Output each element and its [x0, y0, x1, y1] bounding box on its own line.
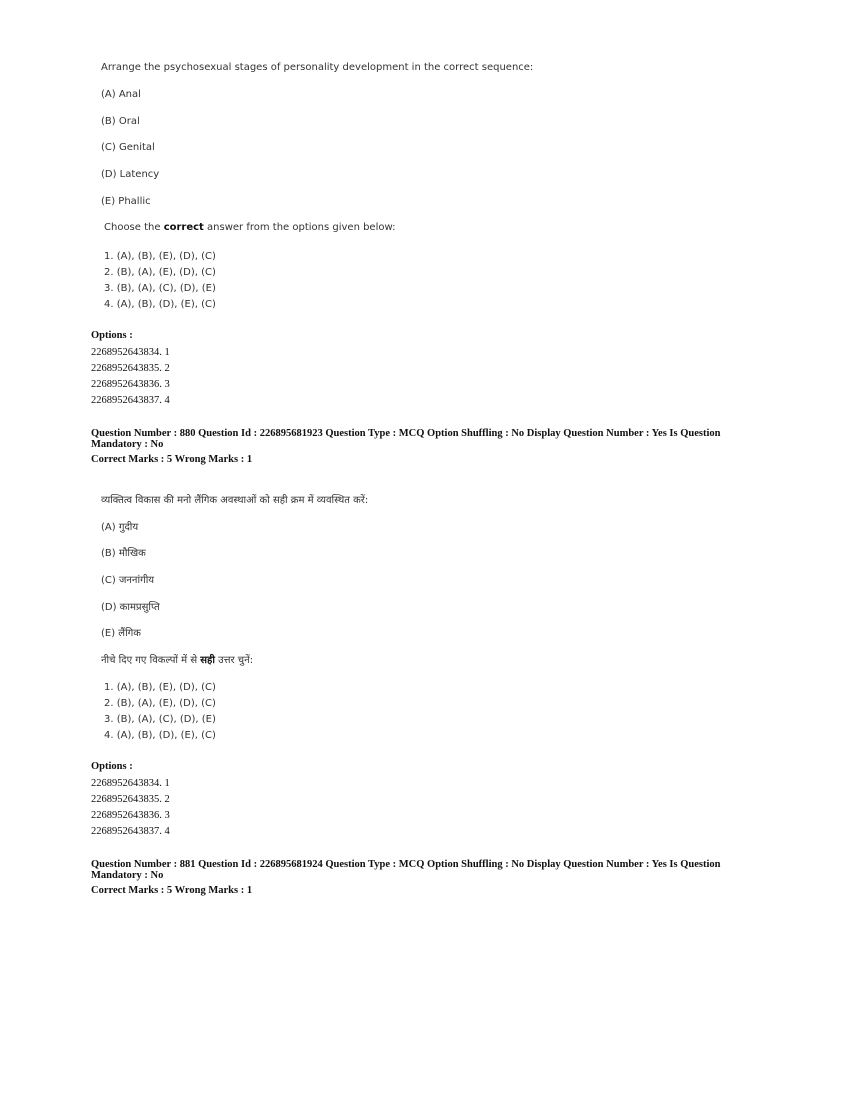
q879-option-1: 2268952643834. 1 [91, 347, 170, 358]
q880-choice-3: 3. (B), (A), (C), (D), (E) [104, 714, 216, 725]
q880-choice-2: 2. (B), (A), (E), (D), (C) [104, 698, 216, 709]
q880-header-line2: Mandatory : No [91, 439, 164, 450]
q879-item-b: (B) Oral [101, 116, 140, 127]
q881-header-marks: Correct Marks : 5 Wrong Marks : 1 [91, 885, 253, 896]
q879-instruction-post: answer from the options given below: [203, 222, 396, 233]
q879-instruction-bold: correct [163, 222, 204, 233]
q879-item-d: (D) Latency [101, 169, 160, 180]
q881-header [91, 859, 721, 896]
q880-instruction-pre: नीचे दिए गए विकल्पों में से [101, 655, 201, 666]
q879-choice-2: 2. (B), (A), (E), (D), (C) [104, 267, 216, 278]
q879-question-text: Arrange the psychosexual stages of personality development in the correct sequence: [101, 62, 534, 73]
q879-choice-4: 4. (A), (B), (D), (E), (C) [104, 299, 216, 310]
q880-instruction-bold: सही [200, 655, 215, 666]
q880-option-4: 2268952643837. 4 [91, 826, 170, 837]
q879-choices [104, 249, 216, 313]
q880-header-marks: Correct Marks : 5 Wrong Marks : 1 [91, 454, 253, 465]
q879-option-2: 2268952643835. 2 [91, 363, 170, 374]
q880-instruction-post: उत्तर चुनें: [214, 655, 254, 666]
q879-options [91, 345, 170, 409]
q879-instruction-pre: Choose the [104, 222, 164, 233]
q880-choice-1: 1. (A), (B), (E), (D), (C) [104, 682, 216, 693]
q880-item-d: (D) कामप्रसुप्ति [101, 602, 160, 613]
q879-item-c: (C) Genital [101, 142, 155, 153]
q880-options-label: Options : [91, 761, 133, 772]
q880-header [91, 428, 721, 465]
q880-header-line1: Question Number : 880 Question Id : 226895681923 Question Type : MCQ Option Shuffling : No Display Question Number : Yes Is Question [91, 428, 721, 439]
q880-item-e: (E) लैंगिक [101, 628, 141, 639]
q879-instruction [104, 222, 395, 233]
q880-option-1: 2268952643834. 1 [91, 778, 170, 789]
q879-item-e: (E) Phallic [101, 196, 151, 207]
q880-choice-4: 4. (A), (B), (D), (E), (C) [104, 730, 216, 741]
q881-header-line1: Question Number : 881 Question Id : 226895681924 Question Type : MCQ Option Shuffling : No Display Question Number : Yes Is Question [91, 859, 721, 870]
q879-options-label: Options : [91, 330, 133, 341]
q880-instruction [101, 652, 253, 666]
q880-option-2: 2268952643835. 2 [91, 794, 170, 805]
q879-option-3: 2268952643836. 3 [91, 379, 170, 390]
q879-option-4: 2268952643837. 4 [91, 395, 170, 406]
q879-item-a: (A) Anal [101, 89, 141, 100]
q881-header-line2: Mandatory : No [91, 870, 164, 881]
q879-choice-1: 1. (A), (B), (E), (D), (C) [104, 251, 216, 262]
q879-choice-3: 3. (B), (A), (C), (D), (E) [104, 283, 216, 294]
q880-item-c: (C) जननांगीय [101, 575, 155, 586]
q880-question-text: व्यक्तित्व विकास की मनो लैंगिक अवस्थाओं को सही क्रम में व्यवस्थित करें: [101, 495, 369, 506]
q880-item-a: (A) गुदीय [101, 522, 139, 533]
q880-choices [104, 680, 216, 744]
q880-option-3: 2268952643836. 3 [91, 810, 170, 821]
q880-options [91, 776, 170, 840]
q880-item-b: (B) मौखिक [101, 548, 146, 559]
